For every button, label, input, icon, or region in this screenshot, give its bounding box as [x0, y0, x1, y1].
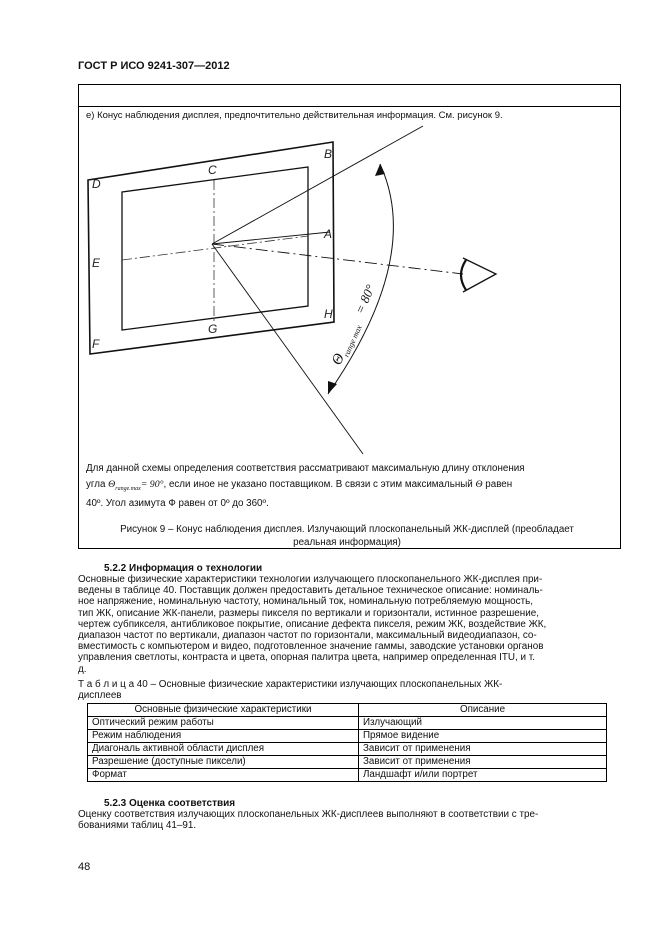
section-522-text — [78, 574, 609, 675]
table-40 — [87, 703, 607, 782]
para-line: ное напряжение, номинальную частоту, номинальный ток, номинальную потребляемую мощность, — [78, 596, 534, 608]
table-40-title: Т а б л и ц а 40 – Основные физические характеристики излучающих плоскопанельных ЖК- дисплеев — [78, 679, 503, 702]
table-cell: Диагональ активной области дисплея — [88, 743, 359, 756]
table-row — [88, 769, 607, 782]
label-g: G — [208, 322, 218, 336]
section-523-text — [78, 809, 609, 831]
section-523-heading: 5.2.3 Оценка соответствия — [104, 798, 236, 809]
figure-desc-line3: 40º. Угол азимута Ф равен от 0º до 360º. — [86, 498, 269, 509]
desc-theta: Θ — [475, 479, 483, 490]
para-line: вместимость с компьютером и видео, подготовленное значение гаммы, заводские установки органов — [78, 641, 544, 653]
label-a: A — [324, 227, 333, 241]
table-row — [88, 717, 607, 730]
figure-item-e: е) Конус наблюдения дисплея, предпочтительно действительная информация. См. рисунок 9. — [86, 110, 503, 121]
label-c: C — [208, 163, 217, 177]
arc-arrow-top — [375, 164, 385, 176]
desc-post: , если иное не указано поставщиком. В связи с этим максимальный — [163, 479, 473, 490]
angle-theta: Θ — [329, 351, 349, 368]
para-line: тип ЖК, описание ЖК-панели, размеры пикселя по вертикали и горизонтали, истинное разрешение, — [78, 607, 540, 619]
figure-desc-line1: Для данной схемы определения соответствия рассматривают максимальную длину отклонения — [86, 463, 525, 474]
table-header-cell: Описание — [359, 704, 607, 717]
desc-pre: угла — [86, 479, 106, 490]
figure-caption-line1: Рисунок 9 – Конус наблюдения дисплея. Излучающий плоскопанельный ЖК-дисплей (преобладает — [120, 524, 574, 535]
eye-icon — [463, 258, 496, 292]
label-e: E — [92, 256, 101, 270]
table-cell: Излучающий — [359, 717, 607, 730]
para-line: д. — [78, 663, 87, 675]
table-cell: Формат — [88, 769, 359, 782]
figure-caption-line2: реальная информация) — [293, 537, 401, 548]
angle-subscript: range max — [341, 323, 364, 359]
table-row — [88, 730, 607, 743]
table-cell: Оптический режим работы — [88, 717, 359, 730]
lower-ray — [212, 244, 363, 454]
label-f: F — [92, 337, 100, 351]
para-line: чертеж субпикселя, антибликовое покрытие, описание дефекта пикселя, режим ЖК, воздействие ЖК, — [78, 618, 547, 630]
table-cell: Режим наблюдения — [88, 730, 359, 743]
table-cell: Прямое видение — [359, 730, 607, 743]
table-header-cell: Основные физические характеристики — [88, 704, 359, 717]
figure-desc-line2 — [86, 477, 608, 497]
table-cell: Зависит от применения — [359, 743, 607, 756]
para-line: Оценку соответствия излучающих плоскопанельных ЖК-дисплеев выполняют в соответствии с тре- — [78, 809, 539, 820]
table-header-row — [88, 704, 607, 717]
para-line: управления светлоты, контраста и цвета, опорная палитра цвета, например определенная ITU, и т. — [78, 652, 535, 664]
desc-end: равен — [485, 479, 513, 490]
section-522-heading: 5.2.2 Информация о технологии — [104, 563, 263, 574]
para-line: бованиями таблиц 41–91. — [78, 820, 197, 832]
document-header: ГОСТ Р ИСО 9241-307—2012 — [78, 60, 230, 72]
figure-top-row — [78, 84, 621, 107]
angle-value: = 80° — [351, 282, 378, 317]
formula-theta: $\Theta_{range.max}= 90^\circ$ — [108, 479, 164, 492]
page-number: 48 — [78, 861, 91, 873]
para-line: диапазон частот по вертикали, диапазон частот по горизонтали, максимальный видеодиапазон, со- — [78, 630, 537, 642]
viewing-cone-diagram — [78, 122, 621, 462]
table-row — [88, 756, 607, 769]
angle-annotation — [329, 282, 381, 368]
table-cell: Ландшафт и/или портрет — [359, 769, 607, 782]
para-line: ведены в таблице 40. Поставщик должен предоставить детальное техническое описание: номиналь- — [78, 585, 543, 597]
sight-line — [212, 244, 463, 274]
table-cell: Зависит от применения — [359, 756, 607, 769]
table-row — [88, 743, 607, 756]
table-cell: Разрешение (доступные пиксели) — [88, 756, 359, 769]
para-line: Основные физические характеристики технологии излучающего плоскопанельного ЖК-дисплея при- — [78, 574, 543, 585]
label-d: D — [92, 177, 101, 191]
eye-pupil — [461, 260, 466, 290]
label-h: H — [324, 307, 333, 321]
label-b: B — [324, 147, 333, 161]
